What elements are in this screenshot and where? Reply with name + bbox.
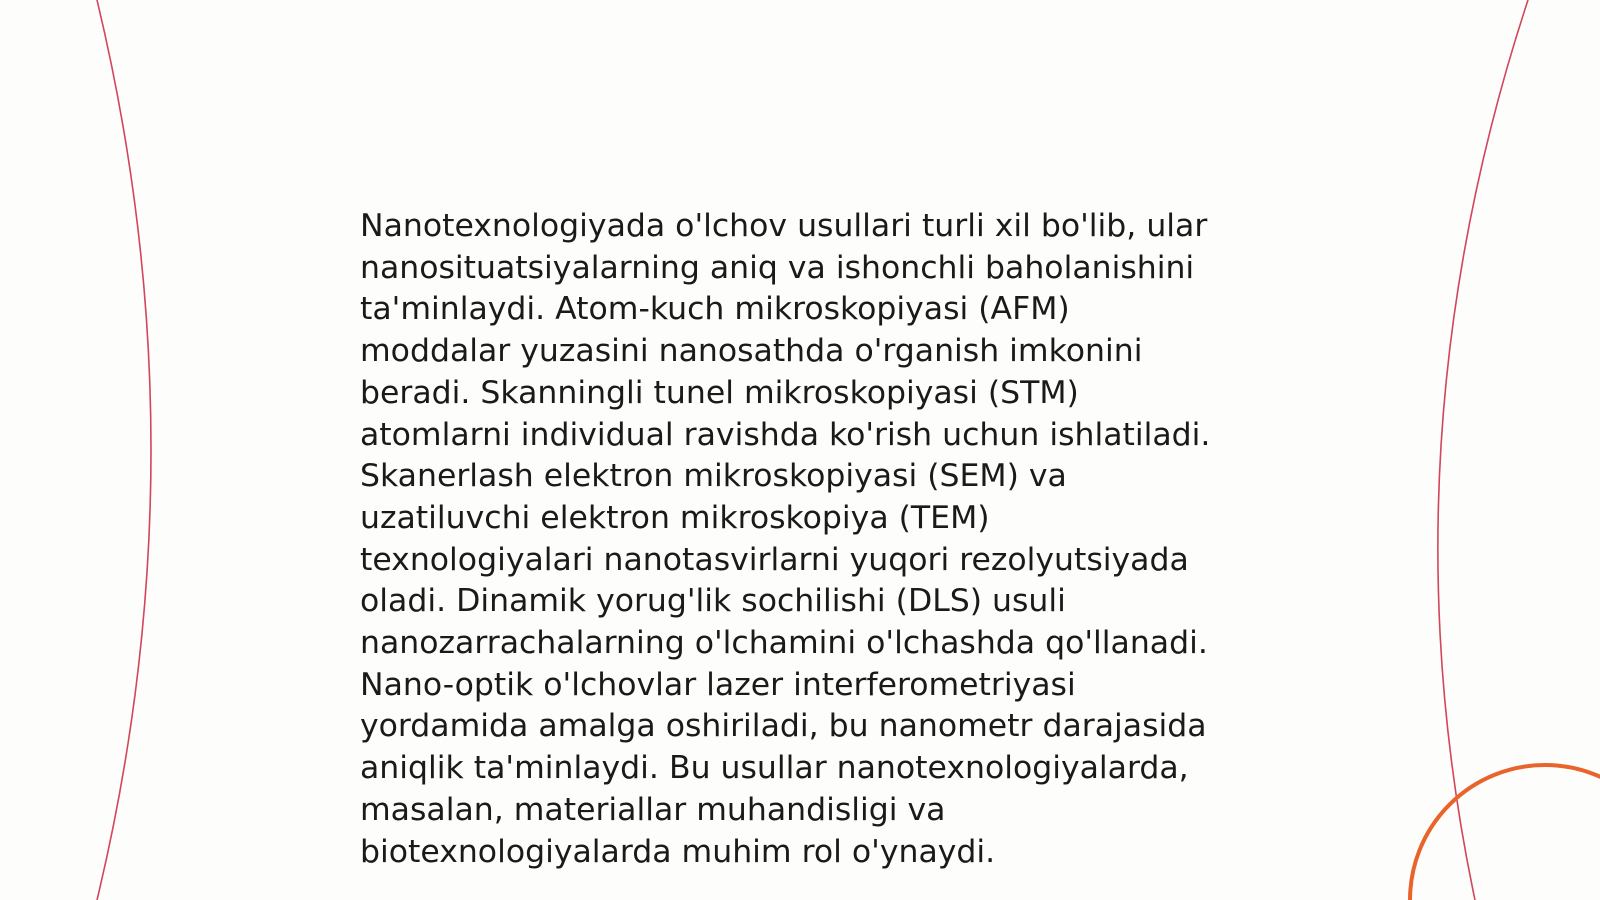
left-curve-line: [97, 0, 151, 900]
accent-circle: [1410, 765, 1600, 900]
right-curve-line: [1438, 0, 1528, 900]
slide-body-text: Nanotexnologiyada o'lchov usullari turli xil bo'lib, ular nanosituatsiyalarning aniq va ishonchli baholanishini ta'minlaydi. Atom-kuch mikroskopiyasi (AFM) moddalar yuzasini nanosathda o'rganish imkonini beradi. Skanningli tunel mikroskopiyasi (STM) atomlarni individual ravishda ko'rish uchun ishlatiladi. Skanerlash elektron mikroskopiyasi (SEM) va uzatiluvchi elektron mikroskopiya (TEM) texnologiyalari nanotasvirlarni yuqori rezolyutsiyada oladi. Dinamik yorug'lik sochilishi (DLS) usuli nanozarrachalarning o'lchamini o'lchashda qo'llanadi. Nano-optik o'lchovlar lazer interferometriyasi yordamida amalga oshiriladi, bu nanometr darajasida aniqlik ta'minlaydi. Bu usullar nanotexnologiyalarda, masalan, materiallar muhandisligi va biotexnologiyalarda muhim rol o'ynaydi.: [360, 208, 1211, 870]
